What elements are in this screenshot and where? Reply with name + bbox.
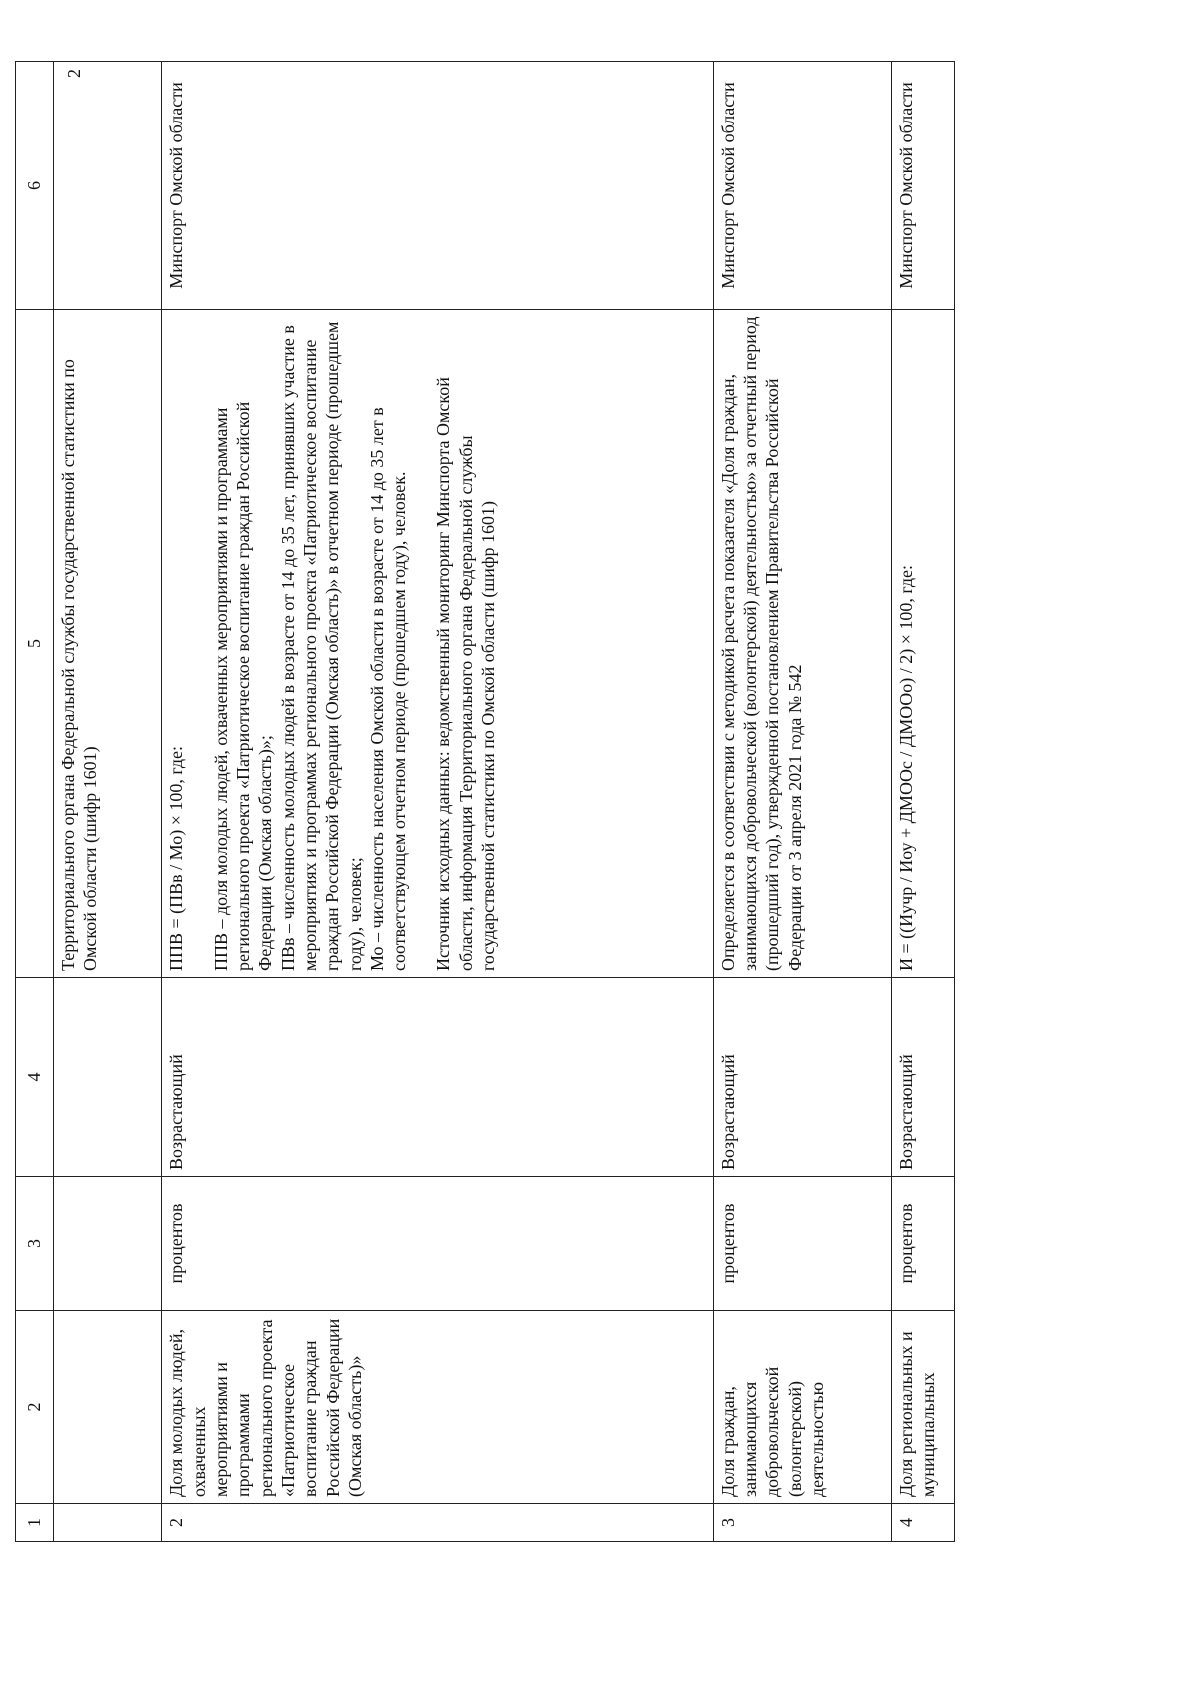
table-header-row [16,62,54,1542]
indicator-name: Доля региональных и муниципальных [892,1311,955,1504]
column-header: 6 [16,62,54,310]
formula-term: ППВ – доля молодых людей, охваченных мероприятиями и программами регионального проекта «Патриотическое воспитание граждан Российской Федерации (Омская область)»; [210,401,276,971]
page-number: 2 [64,69,84,78]
table-row [892,62,955,1542]
formula-term: Мо – численность населения Омской области в возрасте от 14 до 35 лет в соответствующем отчетном периоде (прошедшем году), человек. [366,407,410,971]
rotated-table-sheet [15,62,955,1542]
trend [54,978,162,1177]
trend: Возрастающий [162,978,713,1177]
formula: ППВ = (ПВв / Мо) × 100, где: [166,746,187,971]
unit [54,1177,162,1311]
row-number: 4 [892,1504,955,1542]
method-cell [162,310,713,978]
column-header: 5 [16,310,54,978]
indicator-name: Доля граждан, занимающихся добровольческой (волонтерской) деятельностью [713,1311,891,1504]
formula-term: ПВв – численность молодых людей в возрасте от 14 до 35 лет, принявших участие в мероприятиях и программах регионального проекта «Патриотическое воспитание граждан Российской Федерации (Омская область)» в отчетном периоде (прошедшем году), человек; [277,321,365,971]
table-row [162,62,713,1542]
row-number [54,1504,162,1542]
unit: процентов [892,1177,955,1311]
table-row [54,62,162,1542]
method-text: Территориального органа Федеральной службы государственной статистики по Омской области (шифр 1601) [58,359,101,971]
indicator-name: Доля молодых людей, охваченных мероприятиями и программами регионального проекта «Патриотическое воспитание граждан Российской Федерации (Омская область)» [162,1311,713,1504]
trend: Возрастающий [713,978,891,1177]
indicators-table [15,61,955,1542]
column-header: 3 [16,1177,54,1311]
method-cell [713,310,891,978]
column-header: 1 [16,1504,54,1542]
method-text: Определяется в соответствии с методикой расчета показателя «Доля граждан, занимающихся добровольческой (волонтерской) деятельностью» за отчетный период (прошедший год), утвержденной постановлением Правительства Российской Федерации от 3 апреля 2021 года № 542 [717,316,805,971]
responsible: Минспорт Омской области [892,62,955,310]
formula: И = ((Иучр / Иоу + ДМООс / ДМООо) / 2) × 100, где: [896,565,917,971]
method-cell [54,310,162,978]
unit: процентов [162,1177,713,1311]
column-header: 4 [16,978,54,1177]
responsible: Минспорт Омской области [162,62,713,310]
method-cell [892,310,955,978]
table-row [713,62,891,1542]
column-header: 2 [16,1311,54,1504]
responsible [54,62,162,310]
row-number: 2 [162,1504,713,1542]
data-source-note: Источник исходных данных: ведомственный мониторинг Минспорта Омской области, информация Территориального органа Федеральной службы государственной статистики по Омской области (шифр 1601) [433,377,499,971]
responsible: Минспорт Омской области [713,62,891,310]
unit: процентов [713,1177,891,1311]
indicator-name [54,1311,162,1504]
trend: Возрастающий [892,978,955,1177]
row-number: 3 [713,1504,891,1542]
